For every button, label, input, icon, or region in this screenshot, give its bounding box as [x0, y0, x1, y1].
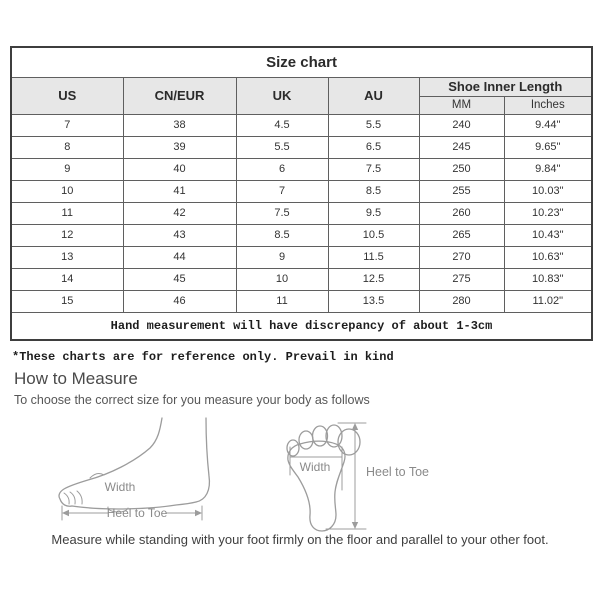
size-cell: 7.5 [236, 202, 328, 224]
column-header-us: US [11, 77, 123, 114]
size-cell: 9.84" [504, 158, 592, 180]
table-footnote: Hand measurement will have discrepancy of about 1-3cm [11, 312, 592, 340]
size-cell: 40 [123, 158, 236, 180]
size-cell: 5.5 [236, 136, 328, 158]
size-cell: 245 [419, 136, 504, 158]
size-cell: 10.5 [328, 224, 419, 246]
size-cell: 275 [419, 268, 504, 290]
side-heel-to-toe-label: Heel to Toe [106, 506, 168, 520]
column-header-uk: UK [236, 77, 328, 114]
foot-side-view-diagram [56, 416, 216, 528]
size-cell: 9.5 [328, 202, 419, 224]
size-cell: 39 [123, 136, 236, 158]
table-title-row [11, 47, 592, 77]
size-row [11, 114, 592, 136]
size-cell: 10.83" [504, 268, 592, 290]
size-chart-table [10, 46, 593, 341]
size-cell: 240 [419, 114, 504, 136]
size-cell: 11.5 [328, 246, 419, 268]
size-cell: 5.5 [328, 114, 419, 136]
top-heel-to-toe-label: Heel to Toe [366, 465, 430, 479]
table-header-row [11, 77, 592, 96]
size-cell: 8.5 [328, 180, 419, 202]
size-row [11, 136, 592, 158]
size-cell: 260 [419, 202, 504, 224]
size-row [11, 224, 592, 246]
size-cell: 8 [11, 136, 123, 158]
reference-note: *These charts are for reference only. Prevail in kind [12, 350, 394, 364]
size-cell: 7.5 [328, 158, 419, 180]
column-header-au: AU [328, 77, 419, 114]
size-cell: 9.44" [504, 114, 592, 136]
size-cell: 8.5 [236, 224, 328, 246]
size-cell: 13.5 [328, 290, 419, 312]
size-cell: 250 [419, 158, 504, 180]
how-to-measure-title: How to Measure [14, 369, 138, 388]
size-cell: 43 [123, 224, 236, 246]
measure-instruction: Measure while standing with your foot firmly on the floor and parallel to your other foot. [51, 532, 549, 547]
size-row [11, 202, 592, 224]
size-row [11, 268, 592, 290]
size-cell: 9 [236, 246, 328, 268]
size-cell: 270 [419, 246, 504, 268]
size-cell: 10.23" [504, 202, 592, 224]
size-cell: 7 [11, 114, 123, 136]
toe-crease-lines [64, 491, 82, 504]
size-row [11, 180, 592, 202]
size-row [11, 290, 592, 312]
size-row [11, 246, 592, 268]
size-cell: 13 [11, 246, 123, 268]
right-arrowhead-icon [195, 510, 202, 516]
column-header-mm: MM [419, 96, 504, 114]
size-cell: 46 [123, 290, 236, 312]
size-cell: 42 [123, 202, 236, 224]
side-width-label: Width [104, 480, 136, 494]
size-cell: 45 [123, 268, 236, 290]
size-cell: 7 [236, 180, 328, 202]
size-cell: 41 [123, 180, 236, 202]
column-header-inches: Inches [504, 96, 592, 114]
size-cell: 255 [419, 180, 504, 202]
size-cell: 14 [11, 268, 123, 290]
toe-middle-icon [313, 426, 328, 446]
toe-fourth-icon [299, 431, 313, 449]
table-title: Size chart [11, 47, 592, 77]
size-cell: 6.5 [328, 136, 419, 158]
size-cell: 10 [11, 180, 123, 202]
size-cell: 38 [123, 114, 236, 136]
foot-heel-line [196, 418, 209, 502]
size-cell: 10.43" [504, 224, 592, 246]
size-cell: 11 [236, 290, 328, 312]
column-header-cn-eur: CN/EUR [123, 77, 236, 114]
size-cell: 265 [419, 224, 504, 246]
size-cell: 44 [123, 246, 236, 268]
size-cell: 15 [11, 290, 123, 312]
size-cell: 280 [419, 290, 504, 312]
size-cell: 10 [236, 268, 328, 290]
size-cell: 12 [11, 224, 123, 246]
size-row [11, 158, 592, 180]
size-cell: 9 [11, 158, 123, 180]
size-cell: 10.03" [504, 180, 592, 202]
size-cell: 12.5 [328, 268, 419, 290]
table-footnote-row [11, 312, 592, 340]
size-cell: 9.65" [504, 136, 592, 158]
top-arrowhead-icon [352, 423, 358, 430]
size-cell: 4.5 [236, 114, 328, 136]
size-cell: 6 [236, 158, 328, 180]
column-header-inner-length: Shoe Inner Length [419, 77, 592, 96]
bottom-arrowhead-icon [352, 522, 358, 529]
size-cell: 11.02" [504, 290, 592, 312]
how-to-measure-subtitle: To choose the correct size for you measure your body as follows [14, 393, 370, 407]
size-cell: 11 [11, 202, 123, 224]
size-cell: 10.63" [504, 246, 592, 268]
top-width-label: Width [299, 460, 331, 474]
foot-top-view-diagram [282, 412, 442, 544]
left-arrowhead-icon [62, 510, 69, 516]
